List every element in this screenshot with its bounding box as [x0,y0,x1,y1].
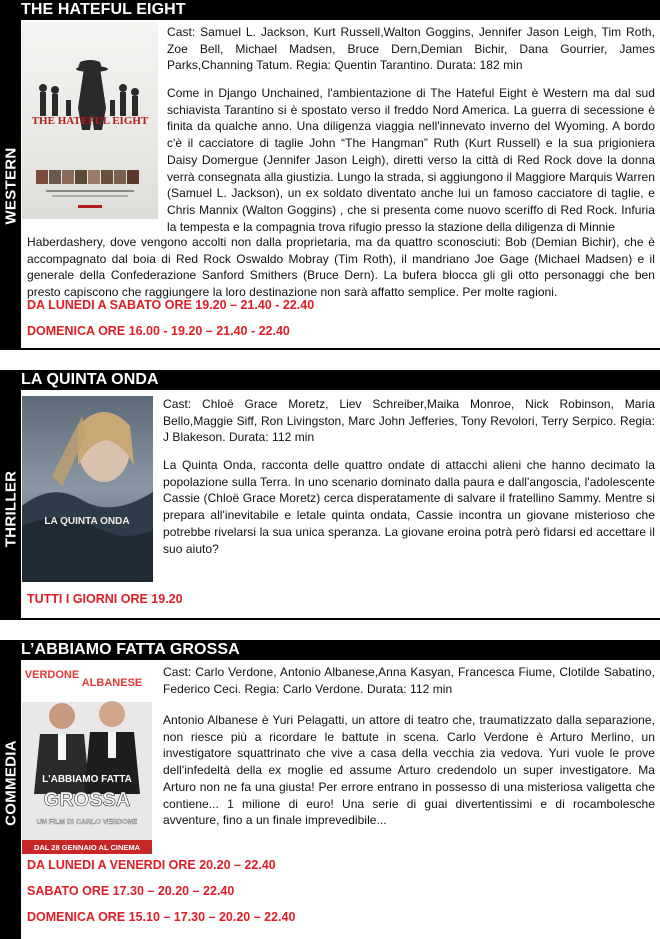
film-card-l-abbiamo-fatta-grossa [0,640,660,939]
poster-title: LA QUINTA ONDA [44,516,130,527]
poster-release-date: DAL 28 GENNAIO AL CINEMA [33,843,141,852]
movie-poster [22,22,158,219]
film-synopsis-continued: Haberdashery, dove vengono accolti non dalla proprietaria, ma da quattro sconosciuti: Bob (Demian Bichir), che è accompagnato dal boia di Red Rock Oswaldo Mobray (Tim Roth), il mandriano Joe Gage (Michael Madsen) e il generale della Confederazione Sanford Smithers (Bruce Dern). La bufera blocca gli gli otto personaggi che ben presto capiscono che raggiungere la loro destinazione non sarà affatto semplice. Per molte ragioni. [27,235,655,300]
poster-title: GROSSA [43,789,131,811]
film-title: L’ABBIAMO FATTA GROSSA [0,640,660,660]
genre-label: COMMEDIA [2,739,19,826]
film-title: LA QUINTA ONDA [0,370,660,390]
poster-title: L'ABBIAMO FATTA [42,774,132,785]
film-title: THE HATEFUL EIGHT [0,0,660,20]
poster-top-name: VERDONE [24,669,80,681]
genre-label: THRILLER [2,470,19,547]
poster-top-name: ALBANESE [81,677,143,689]
schedule-line: DA LUNEDI A SABATO ORE 19.20 – 21.40 - 22.40 [27,298,315,312]
section-divider [0,348,660,350]
film-card-la-quinta-onda [0,370,660,622]
schedule-line: DA LUNEDI A VENERDI ORE 20.20 – 22.40 [27,858,276,872]
schedule-line: DOMENICA ORE 16.00 - 19.20 – 21.40 - 22.40 [27,324,290,338]
film-synopsis: Come in Django Unchained, l'ambientazione di The Hateful Eight è Western ma dal sud schiavista Tarantino si è spostato verso il freddo Nord America. La guerra di secessione è finita da qualche anno. Una diligenza viaggia nell'innevato inverno del Wyoming. A bordo c'è il cacciatore di taglie John “The Hangman” Ruth (Kurt Russell) e la sua prigioniera Daisy Domergue (Jennifer Jason Leigh), diretti verso la città di Red Rock dove la donna verrà consegnata alla giustizia. Lungo la strada, si aggiungono il Maggiore Marquis Warren (Samuel L. Jackson), un ex soldato diventato anche lui un famoso cacciatore di taglie, e Chris Mannix (Walton Goggins) , che si presenta come nuovo sceriffo di Red Rock. Infuria la tempesta e la compagnia trova rifugio presso la stazione della diligenza di Minnie [167,86,655,234]
poster-director: UN FILM DI CARLO VERDONE [36,819,138,826]
film-cast: Cast: Chloë Grace Moretz, Liev Schreiber,Maika Monroe, Nick Robinson, Maria Bello,Maggie Siff, Ron Livingston, Marc John Jefferies, Tony Revolori, Terry Serpico. Regia: J Blakeson. Durata: 112 min [163,397,655,445]
film-synopsis: Antonio Albanese è Yuri Pelagatti, un attore di teatro che, traumatizzato dalla separazione, non riesce più a ricordare le battute in scena. Carlo Verdone è Arturo Merlino, un investigatore squattrinato che vive a casa della vecchia zia vedova. Yuri vuole le prove dell'infedeltà della ex moglie ed assume Arturo credendolo un super investigatore. Ma Arturo non ne fa una giusta! Per errore entrano in possesso di una misteriosa valigetta che contiene... 1 milione di euro! Una serie di guai divertentissimi e di rocambolesche avventure, fino a un finale imprevedibile... [163,713,655,828]
movie-poster [22,664,152,854]
schedule-line: DOMENICA ORE 15.10 – 17.30 – 20.20 – 22.40 [27,910,296,924]
schedule-line: SABATO ORE 17.30 – 20.20 – 22.40 [27,884,235,898]
film-synopsis: La Quinta Onda, racconta delle quattro ondate di attacchi alieni che hanno decimato la popolazione sulla Terra. In uno scenario dominato dalla paura e dall'angoscia, l'adolescente Cassie (Chloë Grace Moretz) cerca disperatamente di salvare il fratellino Sammy. Mentre si prepara all'inevitabile e letale quinta ondata, Cassie incontra un giovane misterioso che potrebbe rivelarsi la sua unica speranza. La giovane eroina potrà però fidarsi ed accettare il suo aiuto? [163,458,655,556]
poster-image [22,664,152,854]
film-cast: Cast: Carlo Verdone, Antonio Albanese,Anna Kasyan, Francesca Fiume, Clotilde Sabatino, Federico Ceci. Regia: Carlo Verdone. Durata: 112 min [163,665,655,696]
film-card-hateful-eight [0,0,660,352]
poster-title: THE HATEFUL EIGHT [31,115,149,127]
schedule-line: TUTTI I GIORNI ORE 19.20 [27,592,183,606]
genre-label: WESTERN [2,146,19,225]
film-cast: Cast: Samuel L. Jackson, Kurt Russell,Walton Goggins, Jennifer Jason Leigh, Tim Roth, Zoe Bell, Michael Madsen, Bruce Dern,Demian Bichir, Dana Gourrier, James Parks,Channing Tatum. Regia: Quentin Tarantino. Durata: 182 min [167,25,655,73]
section-divider [0,618,660,620]
movie-poster [22,396,153,582]
poster-image [22,396,153,582]
poster-image [22,22,158,219]
